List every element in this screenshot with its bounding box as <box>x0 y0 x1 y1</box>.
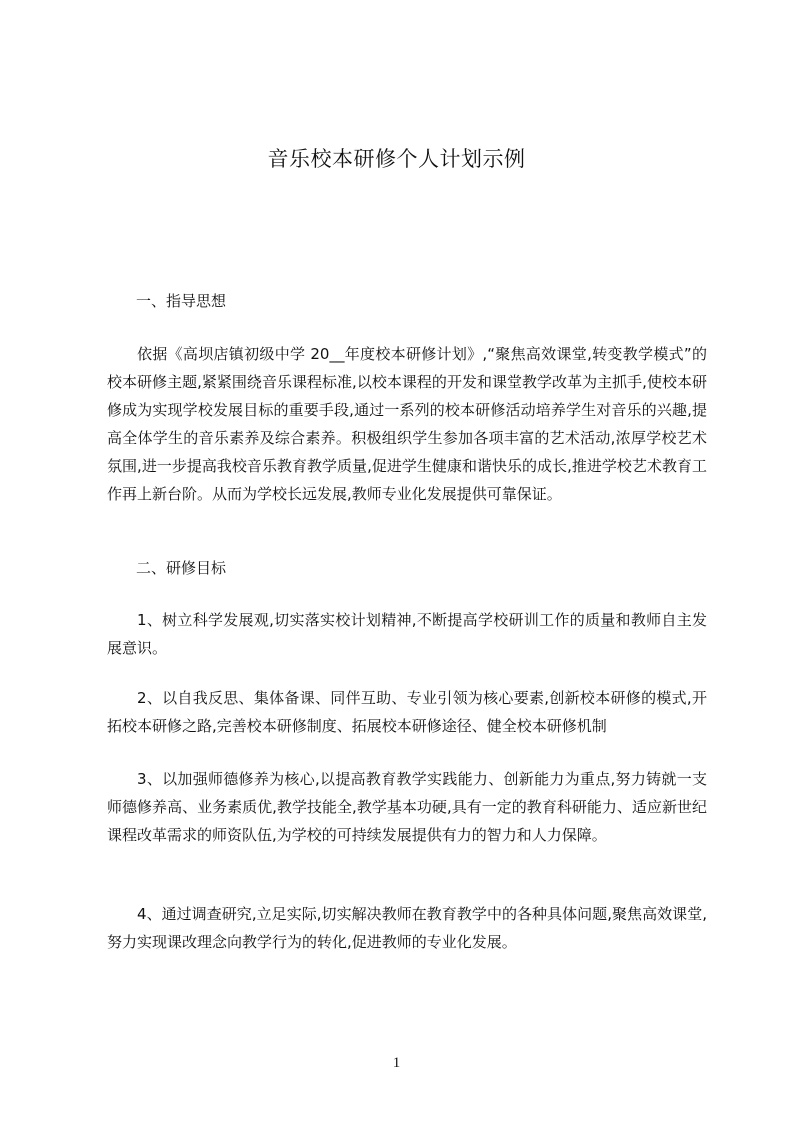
page-number: 1 <box>392 1055 401 1071</box>
paragraph-guiding-thought: 依据《高坝店镇初级中学 20__年度校本研修计划》,“聚焦高效课堂,转变教学模式”的校本研修主题,紧紧围绕音乐课程标准,以校本课程的开发和课堂教学改革为主抓手,使校本研修成为实现学校发展目标的重要手段,通过一系列的校本研修活动培养学生对音乐的兴趣,提高全体学生的音乐素养及综合素养。积极组织学生参加各项丰富的艺术活动,浓厚学校艺术氛围,进一步提高我校音乐教育教学质量,促进学生健康和谐快乐的成长,推进学校艺术教育工作再上新台阶。从而为学校长远发展,教师专业化发展提供可靠保证。 <box>107 345 707 503</box>
paragraph-goal-1: 1、树立科学发展观,切实落实校计划精神,不断提高学校研训工作的质量和教师自主发展意识。 <box>107 611 707 657</box>
paragraph-goal-3: 3、以加强师德修养为核心,以提高教育教学实践能力、创新能力为重点,努力铸就一支师德修养高、业务素质优,教学技能全,教学基本功硬,具有一定的教育科研能力、适应新世纪课程改革需求的师资队伍,为学校的可持续发展提供有力的智力和人力保障。 <box>107 770 707 844</box>
paragraph-goal-4: 4、通过调查研究,立足实际,切实解决教师在教育教学中的各种具体问题,聚焦高效课堂,努力实现课改理念向教学行为的转化,促进教师的专业化发展。 <box>107 905 707 951</box>
section-heading-guiding-thought: 一、指导思想 <box>136 292 227 310</box>
paragraph-goal-2: 2、以自我反思、集体备课、同伴互助、专业引领为核心要素,创新校本研修的模式,开拓校本研修之路,完善校本研修制度、拓展校本研修途径、健全校本研修机制 <box>107 689 707 735</box>
document-title: 音乐校本研修个人计划示例 <box>267 147 526 171</box>
section-heading-study-goals: 二、研修目标 <box>136 559 227 577</box>
